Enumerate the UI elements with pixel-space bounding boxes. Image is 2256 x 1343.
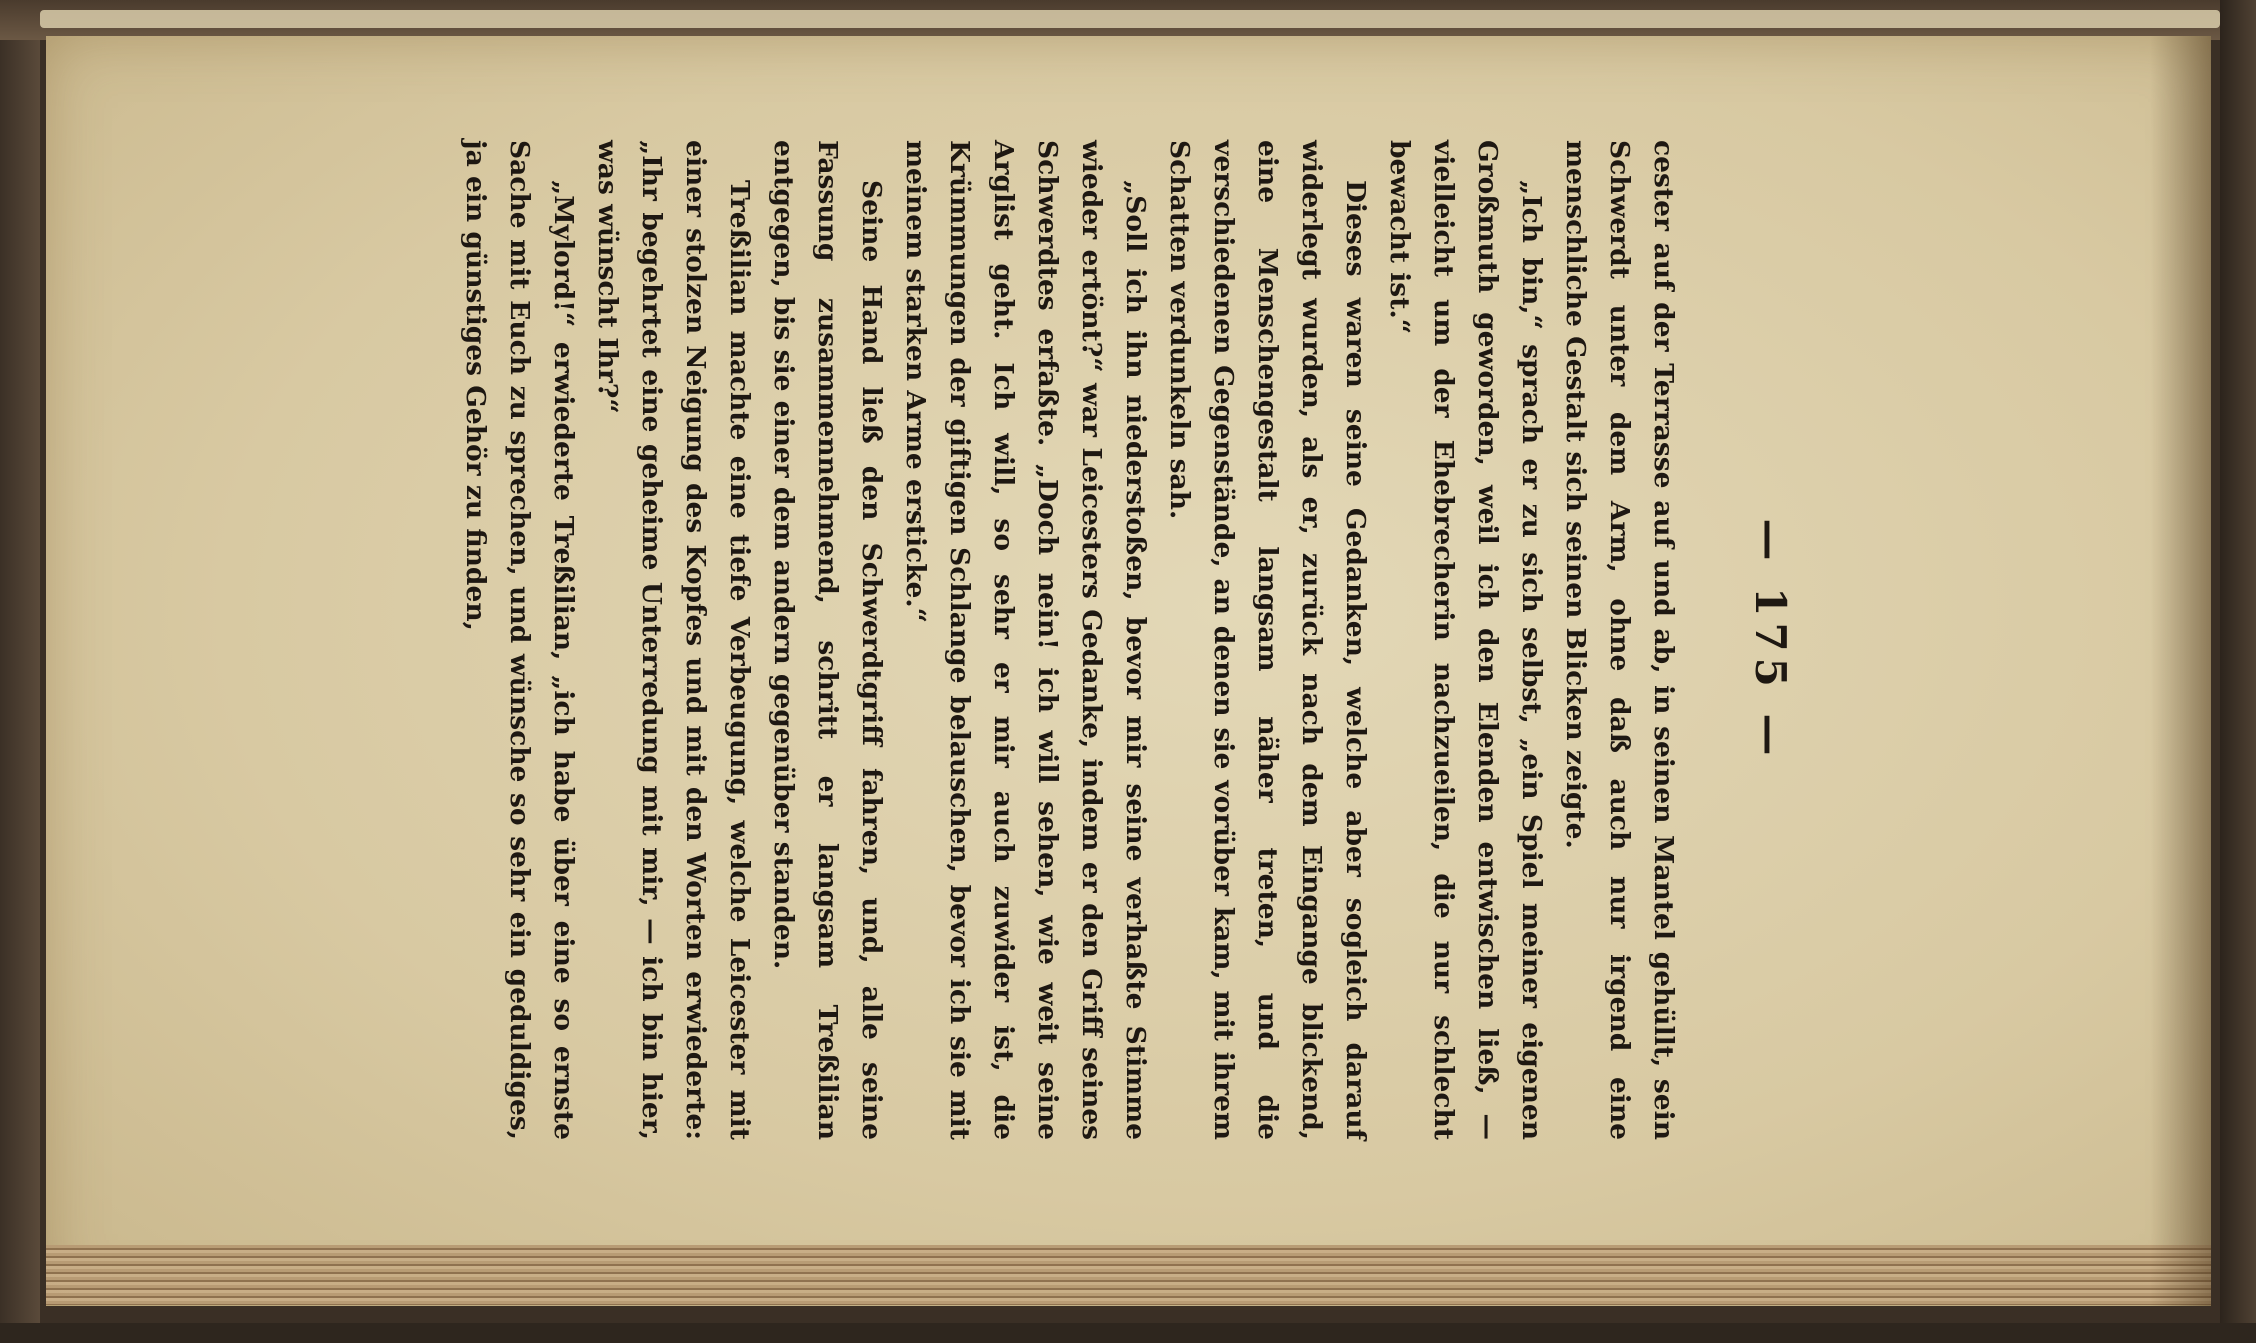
book-cover-right — [2220, 0, 2256, 1343]
paragraph: cester auf der Terrasse auf und ab, in seinen Mantel gehüllt, sein Schwerdt unter dem Arm, ohne daß auch nur irgend eine menschliche Gestalt sich seinen Blicken zeigte. — [1560, 140, 1679, 1140]
book-cover-bottom — [0, 1323, 2256, 1343]
page-gutter-shadow — [2150, 36, 2211, 1306]
paragraph: Dieses waren seine Gedanken, welche aber sogleich darauf widerlegt wurden, als er, zurück nach dem Eingange blickend, eine Menschengestalt langsam näher treten, und die verschiedenen Gegenstände, an denen sie vorüber kam, mit ihrem Schatten verdunkeln sah. — [1164, 140, 1371, 1140]
page-body — [453, 140, 1685, 1140]
page-number: — 175 — — [1746, 518, 1795, 762]
paragraph: „Soll ich ihn niederstoßen, bevor mir seine verhaßte Stimme wieder ertönt?“ war Leicesters Gedanke, indem er den Griff seines Schwerdtes erfaßte. „Doch nein! ich will sehen, wie weit seine Arglist geht. Ich will, so sehr er mir auch zuwider ist, die Krümmungen der giftigen Schlange belauschen, bevor ich sie mit meinem starken Arme ersticke.“ — [900, 140, 1151, 1140]
book-cover-left — [0, 0, 40, 1343]
paragraph: Treßilian machte eine tiefe Verbeugung, welche Leicester mit einer stolzen Neigung des Kopfes und mit den Worten erwiederte: „Ihr begehrtet eine geheime Unterredung mit mir, — ich bin hier, was wünscht Ihr?“ — [592, 140, 755, 1140]
adjacent-leaf — [40, 10, 2220, 28]
page-text-block — [225, 140, 1825, 1140]
paragraph: „Ich bin,“ sprach er zu sich selbst, „ein Spiel meiner eigenen Großmuth geworden, weil ich den Elenden entwischen ließ, — vielleicht um der Ehebrecherin nachzueilen, die nur schlecht bewacht ist.“ — [1384, 140, 1547, 1140]
paragraph: „Mylord!“ erwiederte Treßilian, „ich habe über eine so ernste Sache mit Euch zu sprechen, und wünsche so sehr ein geduldiges, ja ein günstiges Gehör zu finden, — [460, 140, 579, 1140]
page-edges — [46, 1245, 2211, 1305]
paragraph: Seine Hand ließ den Schwerdtgriff fahren, und, alle seine Fassung zusammennehmend, schritt er langsam Treßilian entgegen, bis sie einer dem andern gegenüber standen. — [768, 140, 887, 1140]
